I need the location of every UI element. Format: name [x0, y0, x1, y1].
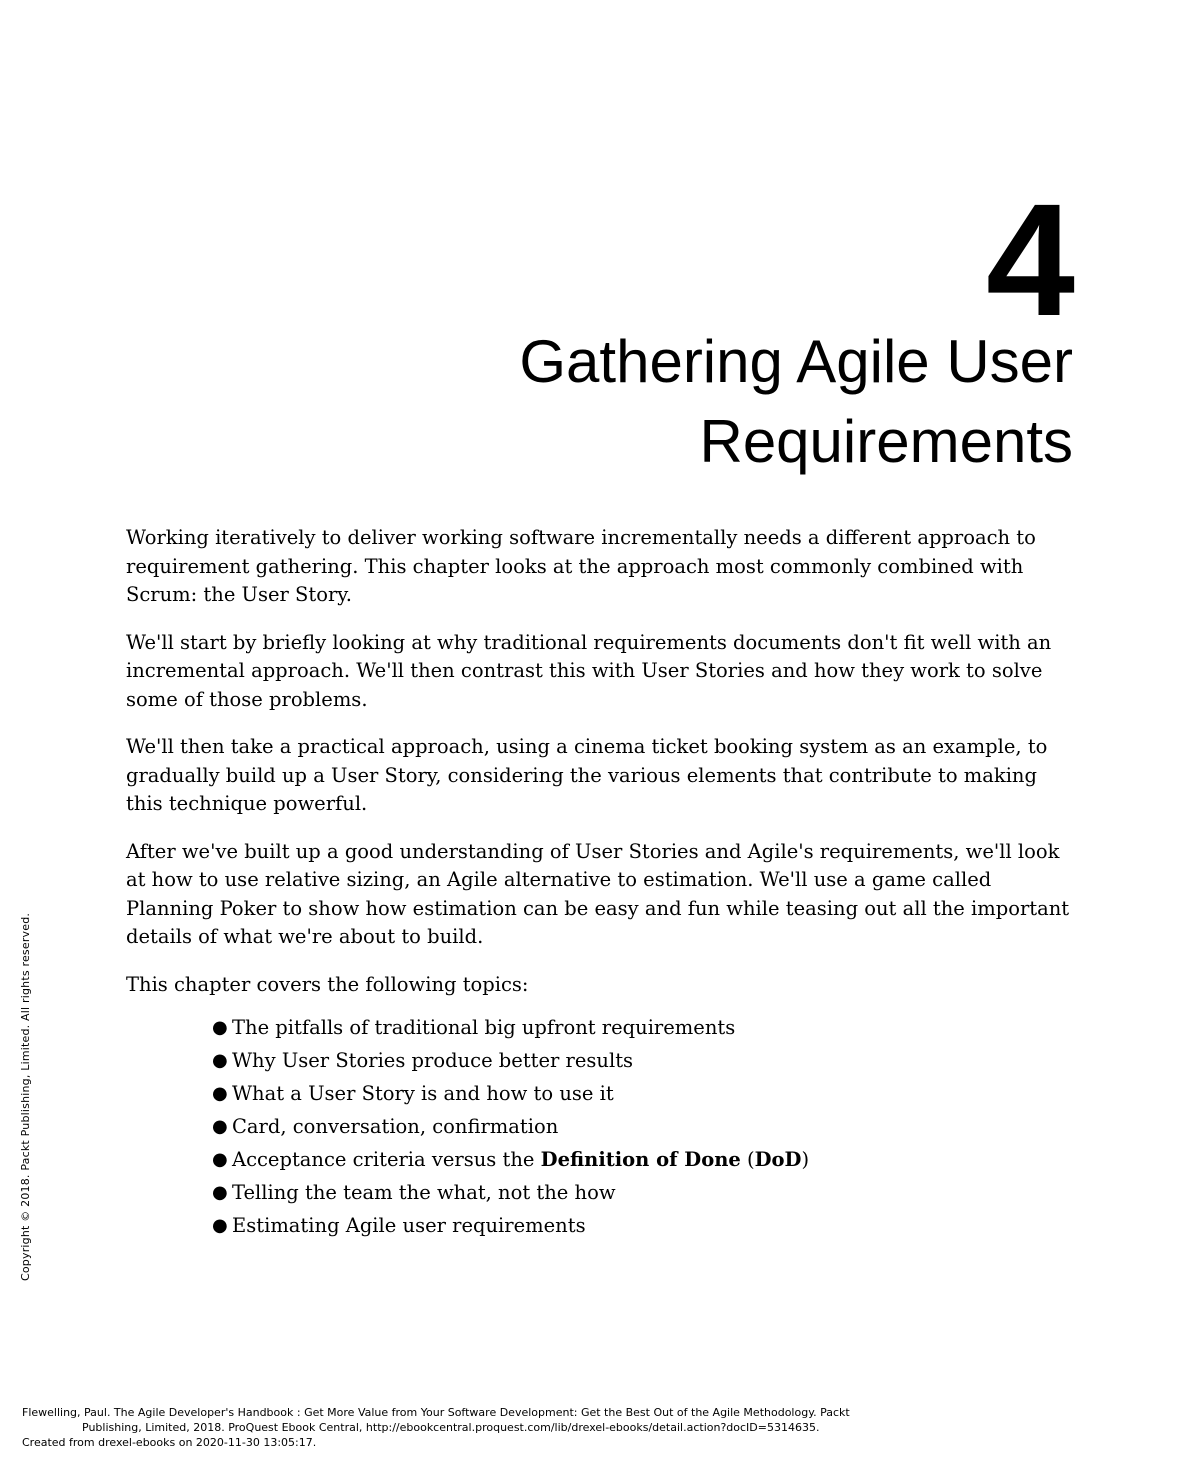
bullet-icon: ● — [212, 1215, 228, 1236]
chapter-title-line-1: Gathering Agile User — [519, 328, 1073, 395]
topic-text: Estimating Agile user requirements — [232, 1214, 586, 1237]
topic-text: Card, conversation, confirmation — [232, 1115, 559, 1138]
topic-item — [212, 1011, 1076, 1044]
topic-item — [212, 1044, 1076, 1077]
intro-paragraph-2: We'll start by briefly looking at why traditional requirements documents don't fit well with an incremental approach. We'll then contrast this with User Stories and how they work to solve some of those problems. — [126, 630, 1052, 711]
bullet-icon: ● — [212, 1017, 228, 1038]
citation-line-2: Publishing, Limited, 2018. ProQuest Ebook Central, http://ebookcentral.proquest.com/lib/drexel-ebooks/detail.action?docID=5314635. — [82, 1421, 820, 1434]
chapter-title — [173, 322, 1073, 482]
topic-text: The pitfalls of traditional big upfront requirements — [232, 1016, 736, 1039]
intro-paragraph-4: After we've built up a good understanding of User Stories and Agile's requirements, we'll look at how to use relative sizing, an Agile alternative to estimation. We'll use a game called Planning Poker to show how estimation can be easy and fun while teasing out all the important details of what we're about to build. — [126, 839, 1070, 948]
topic-item — [212, 1110, 1076, 1143]
topic-text: What a User Story is and how to use it — [232, 1082, 614, 1105]
topic-text: Why User Stories produce better results — [232, 1049, 634, 1072]
topic-text-middle: ( — [740, 1148, 755, 1171]
topic-item — [212, 1176, 1076, 1209]
bullet-icon: ● — [212, 1050, 228, 1071]
bullet-icon: ● — [212, 1083, 228, 1104]
topic-item — [212, 1143, 1076, 1176]
bullet-icon: ● — [212, 1182, 228, 1203]
citation-footer — [22, 1405, 1182, 1450]
citation-line-3: Created from drexel-ebooks on 2020-11-30 13:05:17. — [22, 1436, 317, 1449]
topic-text-after: ) — [801, 1148, 810, 1171]
term-definition-of-done: Definition of Done — [540, 1148, 741, 1171]
intro-paragraph-3: We'll then take a practical approach, using a cinema ticket booking system as an example, to gradually build up a User Story, considering the various elements that contribute to making this technique powerful. — [126, 735, 1048, 815]
bullet-icon: ● — [212, 1149, 228, 1170]
bullet-icon: ● — [212, 1116, 228, 1137]
topics-intro: This chapter covers the following topics: — [126, 972, 529, 996]
topics-list — [126, 1011, 1076, 1242]
chapter-number: 4 — [986, 170, 1075, 349]
topic-text-before: Acceptance criteria versus the — [232, 1148, 541, 1171]
copyright-notice: Copyright © 2018. Packt Publishing, Limited. All rights reserved. — [19, 912, 32, 1281]
intro-paragraph-1: Working iteratively to deliver working software incrementally needs a different approach to requirement gathering. This chapter looks at the approach most commonly combined with Scrum: the User Story. — [126, 526, 1036, 606]
citation-line-1: Flewelling, Paul. The Agile Developer's Handbook : Get More Value from Your Software Development: Get the Best Out of the Agile Methodology. Packt — [22, 1406, 850, 1419]
topic-item — [212, 1209, 1076, 1242]
chapter-title-line-2: Requirements — [699, 408, 1073, 475]
topic-item — [212, 1077, 1076, 1110]
chapter-body — [126, 524, 1076, 1242]
topic-text: Telling the team the what, not the how — [232, 1181, 616, 1204]
term-dod: DoD — [754, 1148, 802, 1171]
